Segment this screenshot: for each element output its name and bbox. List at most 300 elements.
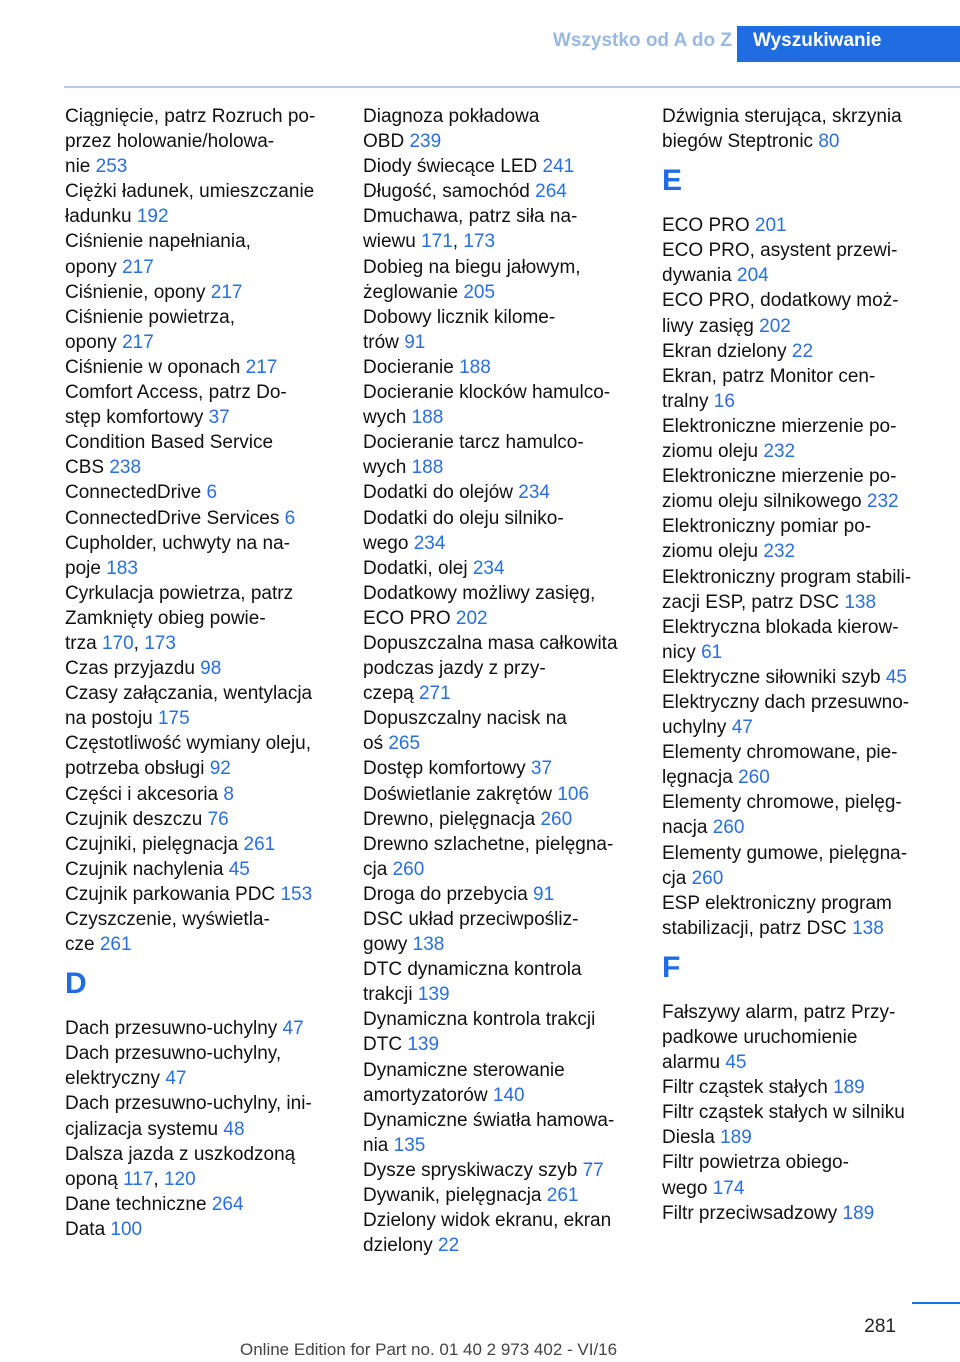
index-entry xyxy=(65,882,355,907)
index-entry xyxy=(65,1016,355,1041)
index-entry xyxy=(363,154,653,179)
index-letter-heading: D xyxy=(65,967,87,1001)
page-reference-link[interactable]: 241 xyxy=(542,156,575,178)
page-reference-link[interactable]: 264 xyxy=(535,181,567,203)
page-reference-link[interactable]: 188 xyxy=(459,356,491,378)
page-reference-link[interactable]: 45 xyxy=(885,666,907,688)
index-entry xyxy=(65,832,355,857)
section-tab[interactable]: Wszystko od A do Z xyxy=(552,30,732,51)
index-entry xyxy=(65,1217,355,1242)
page-reference-link[interactable]: 6 xyxy=(284,507,296,529)
page-reference-link[interactable]: 45 xyxy=(725,1052,747,1074)
index-entry-text: Docieranie xyxy=(363,356,454,378)
index-entry-text: alarmu xyxy=(662,1052,721,1074)
index-entry-text: Czujnik nachylenia xyxy=(65,858,224,880)
page-reference-link[interactable]: 265 xyxy=(388,733,421,755)
index-entry-text: Dobowy licznik kilome- xyxy=(363,306,556,328)
index-entry-text: Drewno szlachetne, pielęgna- xyxy=(363,833,614,855)
index-entry-text: Częstotliwość wymiany oleju, xyxy=(65,733,312,755)
index-entry-text: biegów Steptronic xyxy=(662,131,814,153)
index-entry-text: Dopuszczalny nacisk na xyxy=(363,708,567,730)
index-entry-text: Dopuszczalna masa całkowita xyxy=(363,632,618,654)
index-entry-text: Diody świecące LED xyxy=(363,156,538,178)
page-reference-link[interactable]: 175 xyxy=(157,708,190,730)
page-reference-link[interactable]: 138 xyxy=(852,917,884,939)
index-entry xyxy=(65,907,355,957)
index-entry-text: Dmuchawa, patrz siła na- xyxy=(363,206,578,228)
index-entry-text: Zamknięty obieg powie- xyxy=(65,607,266,629)
page-reference-link[interactable]: 37 xyxy=(530,758,553,780)
page-reference-link[interactable]: 91 xyxy=(533,883,555,905)
index-entry-text: DSC układ przeciwpośliz- xyxy=(363,909,579,930)
index-entry-text: trza xyxy=(65,632,97,654)
index-entry-text: Dysze spryskiwaczy szyb xyxy=(363,1159,578,1181)
index-entry-text: Dzielony widok ekranu, ekran xyxy=(363,1210,612,1232)
index-entry-text: Ciśnienie powietrza, xyxy=(65,306,236,328)
header-rule xyxy=(64,86,960,88)
index-entry-text: Filtr cząstek stałych w silniku xyxy=(662,1102,905,1124)
page-reference-link[interactable]: 47 xyxy=(731,717,753,739)
index-entry-text: Dostęp komfortowy xyxy=(363,758,526,780)
index-entry-text: dywania xyxy=(662,265,732,287)
index-entry-text: Elementy gumowe, pielęgna- xyxy=(662,842,908,864)
index-entry xyxy=(363,1108,653,1158)
index-entry-text: ECO PRO, dodatkowy moż- xyxy=(662,290,899,312)
index-entry xyxy=(65,731,355,781)
page-reference-link[interactable]: 192 xyxy=(136,206,169,228)
index-entry xyxy=(363,430,653,480)
index-entry xyxy=(363,957,653,1007)
page-reference-link[interactable]: 260 xyxy=(691,867,724,889)
index-entry xyxy=(65,480,355,505)
index-entry xyxy=(65,807,355,832)
index-entry xyxy=(662,891,954,941)
index-entry-text: Dynamiczne sterowanie xyxy=(363,1059,565,1081)
index-entry-text: Elektroniczny pomiar po- xyxy=(662,516,872,538)
index-entry-text: Diesla xyxy=(662,1127,715,1149)
index-entry xyxy=(65,857,355,882)
index-entry-text: Dywanik, pielęgnacja xyxy=(363,1185,542,1207)
page-reference-link[interactable]: 260 xyxy=(738,767,770,789)
index-entry xyxy=(65,1041,355,1091)
index-entry xyxy=(363,832,653,882)
index-entry xyxy=(363,506,653,556)
index-entry xyxy=(662,364,954,414)
index-entry-text: poje xyxy=(65,557,101,579)
index-entry xyxy=(363,1158,653,1183)
page-header xyxy=(0,26,960,62)
page-number: 281 xyxy=(864,1316,896,1337)
index-entry-text: nie xyxy=(65,156,91,178)
page-reference-link[interactable]: 261 xyxy=(99,934,132,956)
index-entry-text: Elektroniczny program stabili- xyxy=(662,566,912,588)
index-entry-text: Cupholder, uchwyty na na- xyxy=(65,532,290,554)
index-entry xyxy=(662,740,954,790)
page-reference-link[interactable]: 47 xyxy=(282,1018,304,1040)
index-entry xyxy=(65,506,355,531)
index-entry-text: Dźwignia sterująca, skrzynia xyxy=(662,106,902,127)
index-entry xyxy=(363,305,653,355)
page-reference-link[interactable]: 234 xyxy=(518,482,550,504)
index-entry xyxy=(662,841,954,891)
page-reference-link[interactable]: 100 xyxy=(110,1218,143,1240)
index-entry-text: Dalsza jazda z uszkodzoną xyxy=(65,1143,296,1165)
index-letter-heading: E xyxy=(662,164,683,198)
active-tab-search[interactable]: Wyszukiwanie xyxy=(737,26,960,62)
index-entry-text: wych xyxy=(363,407,407,429)
index-entry-text: amortyzatorów xyxy=(363,1084,488,1106)
index-entry-text: nicy xyxy=(662,641,696,663)
index-entry-text: ECO PRO xyxy=(662,215,750,237)
index-entry-text: Elektryczne siłowniki szyb xyxy=(662,666,881,688)
index-entry-text: stabilizacji, patrz DSC xyxy=(662,917,847,939)
page-reference-link[interactable]: 47 xyxy=(165,1068,187,1090)
index-entry xyxy=(65,430,355,480)
index-entry xyxy=(363,179,653,204)
index-entry-text: Czujniki, pielęgnacja xyxy=(65,833,239,855)
index-entry-text: Ciśnienie, opony xyxy=(65,281,206,303)
index-entry-text: Cyrkulacja powietrza, patrz xyxy=(65,582,294,604)
index-entry-text: Filtr powietrza obiego- xyxy=(662,1152,849,1174)
index-entry xyxy=(363,255,653,305)
footer-edition xyxy=(240,1340,960,1360)
index-entry-text: Elektryczna blokada kierow- xyxy=(662,616,899,638)
index-entry xyxy=(65,179,355,229)
page-reference-link[interactable]: 139 xyxy=(417,984,450,1006)
page-reference-link[interactable]: 106 xyxy=(557,783,590,805)
page-reference-link[interactable]: 6 xyxy=(206,482,218,504)
page-reference-link[interactable]: 171 xyxy=(421,231,453,253)
index-entry-text: padkowe uruchomienie xyxy=(662,1027,858,1048)
index-entry xyxy=(662,565,954,615)
index-entry: Dmuchawa, patrz siła na- wiewu 171, 173 xyxy=(363,206,578,253)
index-entry xyxy=(662,665,954,690)
page-reference-link[interactable]: 238 xyxy=(109,457,142,479)
index-entry-text: Części i akcesoria xyxy=(65,783,219,805)
index-entry-text: wego xyxy=(662,1177,708,1199)
index-entry-text: trów xyxy=(363,331,399,353)
page-reference-link[interactable]: 188 xyxy=(411,457,444,479)
index-entry-text: potrzeba obsługi xyxy=(65,758,205,780)
index-entry-text: Doświetlanie zakrętów xyxy=(363,783,553,805)
index-entry-text: Condition Based Service xyxy=(65,432,274,454)
index-entry xyxy=(65,1091,355,1141)
page-reference-link[interactable]: 217 xyxy=(245,356,278,378)
page-reference-link[interactable]: 261 xyxy=(546,1185,579,1207)
index-entry-text: ECO PRO, asystent przewi- xyxy=(662,240,898,262)
page-reference-link[interactable]: 239 xyxy=(409,131,442,153)
index-entry-text: przez holowanie/holowa- xyxy=(65,131,275,153)
index-entry-text: zacji ESP, patrz DSC xyxy=(662,591,840,613)
index-entry-text: ziomu oleju xyxy=(662,441,759,463)
page-reference-link[interactable]: 271 xyxy=(418,683,451,705)
page-reference-link[interactable]: 202 xyxy=(455,607,488,629)
index-entry-text: Drewno, pielęgnacja xyxy=(363,808,536,830)
index-entry xyxy=(363,782,653,807)
index-entry-text: Elementy chromowe, pielęg- xyxy=(662,792,902,814)
page-reference-link[interactable]: 48 xyxy=(223,1118,245,1140)
index-entry xyxy=(662,1150,954,1200)
page-reference-link[interactable]: 16 xyxy=(713,390,735,412)
index-entry xyxy=(363,480,653,505)
index-entry xyxy=(65,681,355,731)
index-entry-text: ESP elektroniczny program xyxy=(662,892,892,914)
index-entry xyxy=(662,690,954,740)
index-entry-text: Filtr przeciwsadzowy xyxy=(662,1202,838,1224)
index-entry xyxy=(363,756,653,781)
page-reference-link[interactable]: 189 xyxy=(833,1077,865,1099)
index-entry-text: Docieranie tarcz hamulco- xyxy=(363,432,584,454)
index-entry-text: Czasy załączania, wentylacja xyxy=(65,683,313,705)
page-reference-link[interactable]: 260 xyxy=(540,808,573,830)
index-entry-text: Filtr cząstek stałych xyxy=(662,1077,828,1099)
page-reference-link[interactable]: 37 xyxy=(208,407,230,429)
index-entry: Dalsza jazda z uszkodzoną oponą 117, 120 xyxy=(65,1143,296,1190)
index-entry-text: Długość, samochód xyxy=(363,181,530,203)
index-entry-text: Elementy chromowane, pie- xyxy=(662,742,898,764)
page-reference-link[interactable]: 173 xyxy=(144,632,176,654)
index-entry xyxy=(363,1058,653,1108)
page-reference-link[interactable]: 232 xyxy=(866,491,899,513)
index-entry xyxy=(662,238,954,288)
index-entry-text: Dach przesuwno-uchylny xyxy=(65,1018,278,1040)
page-reference-link[interactable]: 217 xyxy=(122,256,154,278)
index-entry xyxy=(662,339,954,364)
index-entry-text: Elektroniczne mierzenie po- xyxy=(662,415,897,437)
index-entry xyxy=(363,807,653,832)
index-entry xyxy=(65,104,355,179)
index-entry-text: Ekran, patrz Monitor cen- xyxy=(662,365,876,387)
index-entry xyxy=(662,414,954,464)
page-reference-link[interactable]: 183 xyxy=(106,557,138,579)
index-entry-text: tralny xyxy=(662,390,709,412)
index-column-2 xyxy=(363,104,653,1258)
index-entry xyxy=(65,531,355,581)
index-entry xyxy=(65,782,355,807)
page-reference-link[interactable]: 76 xyxy=(207,808,229,830)
index-entry xyxy=(65,280,355,305)
page-reference-link[interactable]: 135 xyxy=(393,1134,426,1156)
page-reference-link[interactable]: 234 xyxy=(413,532,446,554)
index-entry xyxy=(363,882,653,907)
index-entry xyxy=(363,631,653,706)
page-reference-link[interactable]: 80 xyxy=(818,131,840,153)
index-entry-text: Diagnoza pokładowa xyxy=(363,106,540,127)
index-entry xyxy=(662,464,954,514)
index-entry-text: dzielony xyxy=(363,1235,433,1257)
index-entry-text: Dane techniczne xyxy=(65,1193,207,1215)
page-reference-link[interactable]: 153 xyxy=(280,883,313,905)
page-reference-link[interactable]: 138 xyxy=(412,934,445,956)
index-entry xyxy=(662,615,954,665)
page-reference-link[interactable]: 92 xyxy=(209,758,231,780)
index-entry-text: Dodatki do olejów xyxy=(363,482,513,504)
index-entry-text: Dynamiczne światła hamowa- xyxy=(363,1109,615,1131)
index-entry-text: ziomu oleju silnikowego xyxy=(662,491,862,513)
index-entry xyxy=(662,288,954,338)
index-entry-text: Dodatkowy możliwy zasięg, xyxy=(363,582,596,604)
index-entry xyxy=(363,1183,653,1208)
page-reference-link[interactable]: 234 xyxy=(472,557,505,579)
index-entry-text: wiewu xyxy=(363,231,416,253)
index-entry-text: Comfort Access, patrz Do- xyxy=(65,382,287,404)
page-reference-link[interactable]: 138 xyxy=(844,591,877,613)
page-reference-link[interactable]: 232 xyxy=(763,441,796,463)
page-reference-link[interactable]: 45 xyxy=(228,858,250,880)
index-entry-text: ConnectedDrive Services xyxy=(65,507,280,529)
index-entry-text: Docieranie klocków hamulco- xyxy=(363,382,611,404)
index-entry xyxy=(662,1201,954,1226)
page-reference-link[interactable]: 189 xyxy=(720,1127,752,1149)
index-entry-text: wego xyxy=(363,532,409,554)
index-entry-text: Czyszczenie, wyświetla- xyxy=(65,909,270,930)
page-reference-link[interactable]: 117 xyxy=(123,1168,154,1190)
index-entry xyxy=(662,790,954,840)
page-reference-link[interactable]: 98 xyxy=(200,658,222,680)
index-entry-text: ładunku xyxy=(65,206,132,228)
index-entry-text: Czas przyjazdu xyxy=(65,658,195,680)
index-entry xyxy=(662,104,954,154)
index-entry-text: Dobieg na biegu jałowym, xyxy=(363,256,581,278)
index-entry xyxy=(662,514,954,564)
index-entry xyxy=(662,213,954,238)
page-reference-link[interactable]: 260 xyxy=(392,858,425,880)
index-entry-text: opony xyxy=(65,256,117,278)
index-entry-text: liwy zasięg xyxy=(662,315,754,337)
index-entry-text: czepą xyxy=(363,683,414,705)
index-entry-text: cjalizacja systemu xyxy=(65,1118,219,1140)
index-entry xyxy=(363,104,653,154)
index-entry-text: Ekran dzielony xyxy=(662,340,787,362)
index-entry-text: ECO PRO xyxy=(363,607,451,629)
page-reference-link[interactable]: 174 xyxy=(712,1177,745,1199)
index-entry xyxy=(662,1100,954,1150)
index-entry-text: Elektryczny dach przesuwno- xyxy=(662,691,910,713)
index-entry-text: Dynamiczna kontrola trakcji xyxy=(363,1009,596,1031)
page-reference-link[interactable]: 261 xyxy=(243,833,276,855)
index-entry-text: Ciśnienie napełniania, xyxy=(65,231,251,253)
index-entry-text: na postoju xyxy=(65,708,153,730)
page-reference-link[interactable]: 140 xyxy=(492,1084,525,1106)
index-entry xyxy=(363,556,653,581)
index-entry-text: Ciężki ładunek, umieszczanie xyxy=(65,181,315,203)
index-entry-text: DTC dynamiczna kontrola xyxy=(363,959,582,981)
index-entry xyxy=(65,229,355,279)
index-entry-text: Data xyxy=(65,1218,106,1240)
index-entry xyxy=(363,355,653,380)
page-reference-link[interactable]: 202 xyxy=(759,315,791,337)
index-entry xyxy=(363,1007,653,1057)
index-entry-text: Dach przesuwno-uchylny, ini- xyxy=(65,1093,312,1115)
index-entry xyxy=(662,1075,954,1100)
index-entry-text: żeglowanie xyxy=(363,281,459,303)
index-entry-text: oś xyxy=(363,733,384,755)
index-entry-text: Dach przesuwno-uchylny, xyxy=(65,1043,282,1065)
page-reference-link[interactable]: 120 xyxy=(163,1168,196,1190)
index-entry-text: stęp komfortowy xyxy=(65,407,204,429)
index-entry-text: Czujnik parkowania PDC xyxy=(65,883,276,905)
page-reference-link[interactable]: 139 xyxy=(407,1034,440,1056)
index-entry-text: Czujnik deszczu xyxy=(65,808,203,830)
index-entry-text: Dodatki do oleju silniko- xyxy=(363,507,564,529)
page-reference-link[interactable]: 264 xyxy=(211,1193,244,1215)
index-entry-text: wych xyxy=(363,457,407,479)
index-entry-text: cze xyxy=(65,934,95,956)
index-entry xyxy=(363,581,653,631)
index-entry-text: Droga do przebycia xyxy=(363,883,528,905)
page-reference-link[interactable]: 217 xyxy=(122,331,154,353)
index-entry xyxy=(363,706,653,756)
page-reference-link[interactable]: 61 xyxy=(701,641,723,663)
page-reference-link[interactable]: 170 xyxy=(101,632,134,654)
index-entry-text: DTC xyxy=(363,1034,403,1056)
page-reference-link[interactable]: 77 xyxy=(582,1159,604,1181)
index-entry-text: Dodatki, olej xyxy=(363,557,468,579)
index-column-3 xyxy=(662,104,954,1226)
index-entry-text: cja xyxy=(363,858,388,880)
index-entry xyxy=(65,305,355,355)
index-entry-text: trakcji xyxy=(363,984,413,1006)
index-column-1 xyxy=(65,104,355,1242)
page-reference-link[interactable]: 189 xyxy=(842,1202,875,1224)
page-reference-link[interactable]: 201 xyxy=(754,215,787,237)
index-entry-text: Ciągnięcie, patrz Rozruch po- xyxy=(65,106,316,127)
page-reference-link[interactable]: 8 xyxy=(223,783,234,805)
index-entry-text: oponą xyxy=(65,1168,118,1190)
index-entry-text: opony xyxy=(65,331,117,353)
index-entry xyxy=(363,380,653,430)
page-reference-link[interactable]: 22 xyxy=(438,1235,460,1257)
page-reference-link[interactable]: 173 xyxy=(463,231,496,253)
index-entry-text: elektryczny xyxy=(65,1068,161,1090)
index-entry-text: OBD xyxy=(363,131,405,153)
index-entry-text: Elektroniczne mierzenie po- xyxy=(662,466,897,488)
index-letter-heading: F xyxy=(662,950,681,984)
page-reference-link[interactable]: 205 xyxy=(463,281,496,303)
index-entry-text: CBS xyxy=(65,457,105,479)
page-reference-link[interactable]: 188 xyxy=(411,407,444,429)
index-entry xyxy=(363,1208,653,1258)
page-reference-link[interactable]: 91 xyxy=(404,331,426,353)
index-entry xyxy=(65,656,355,681)
index-entry xyxy=(65,355,355,380)
page-reference-link[interactable]: 253 xyxy=(95,156,128,178)
footer-edition-text: Online Edition for Part no. 01 40 2 973 402 - VI/16 xyxy=(240,1340,618,1359)
index-entry xyxy=(662,1000,954,1075)
index-entry-text: nacja xyxy=(662,817,708,839)
index-entry-text: ziomu oleju xyxy=(662,541,759,563)
index-entry-text: cja xyxy=(662,867,687,889)
page-reference-link[interactable]: 217 xyxy=(210,281,243,303)
index-entry-text: Fałszywy alarm, patrz Przy- xyxy=(662,1001,896,1023)
index-entry-text: podczas jazdy z przy- xyxy=(363,658,546,680)
index-entry-text: gowy xyxy=(363,934,408,956)
index-entry-text: Ciśnienie w oponach xyxy=(65,356,241,378)
footer-rule xyxy=(912,1302,960,1304)
index-entry-text: lęgnacja xyxy=(662,767,733,789)
page-reference-link[interactable]: 232 xyxy=(763,541,796,563)
index-entry-text: nia xyxy=(363,1134,389,1156)
index-entry-text: uchylny xyxy=(662,717,727,739)
index-entry: Cyrkulacja powietrza, patrz Zamknięty obieg powie- trza 170, 173 xyxy=(65,582,294,654)
page-reference-link[interactable]: 260 xyxy=(712,817,745,839)
page-reference-link[interactable]: 22 xyxy=(791,340,814,362)
index-entry xyxy=(363,907,653,957)
index-entry-text: ConnectedDrive xyxy=(65,482,202,504)
index-entry xyxy=(65,1192,355,1217)
page-reference-link[interactable]: 204 xyxy=(737,265,769,287)
index-entry xyxy=(65,380,355,430)
